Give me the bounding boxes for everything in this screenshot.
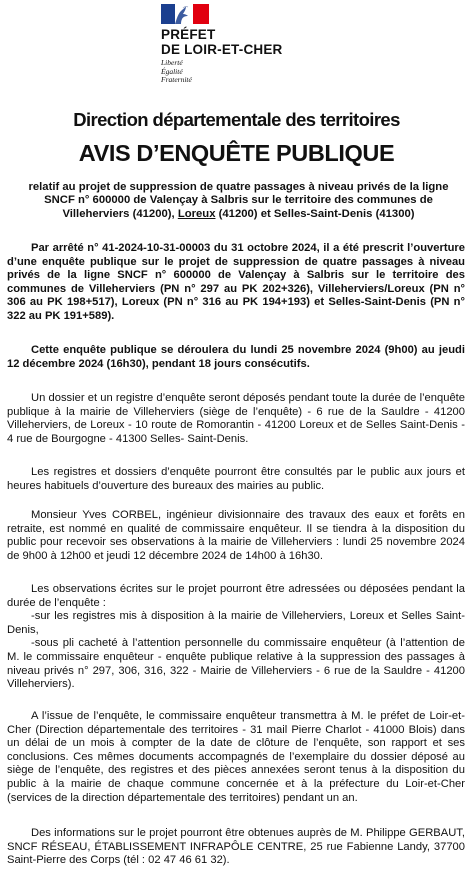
paragraph-dossier: Un dossier et un registre d’enquête seront déposés pendant toute la durée de l’enquête publique à la mairie de Villeherviers (siège de l’enquête) - 6 rue de la Sauldre - 41200 Villeherviers, de Loreux - 10 route de Romorantin - 41200 Loreux et de Selles Saint-Denis - 4 rue de Bourgogne - 41300 Selles- Saint-Denis. [7, 392, 465, 445]
paragraph-report: A l’issue de l’enquête, le commissaire enquêteur transmettra à M. le préfet de Loir-et-Cher (Direction départementale des territoires - 31 mail Pierre Charlot - 41000 Blois) dans un délai de un mois à compter de la date de clôture de l’enquête, son rapport et ses conclusions. Ces mêmes documents accompagnés de l’exemplaire du dossier déposé au siège de l’enquête, des registres et des pièces annexées seront tenus à la disposition du public à la mairie de chaque commune concernée et à la préfecture du Loir-et-Cher (services de la direction départementale des territoires) pendant un an. [7, 710, 465, 804]
direction-heading: Direction départementale des territoires [73, 109, 400, 130]
marianne-flag-icon [161, 4, 209, 24]
notice-subject [16, 181, 461, 221]
republic-motto [161, 59, 321, 85]
paragraph-observations: Les observations écrites sur le projet pourront être adressées ou déposées pendant la durée de l’enquête : -sur les registres mis à disposition à la mairie de Villeherviers, Loreux et Selles Saint-Denis, -sous pli cacheté à l’attention personnelle du commissaire enquêteur (à l’attention de M. le commissaire enquêteur - enquête publique relative à la suppression des passages à niveau privés n° 297, 306, 316, 322 - Mairie de Villeherviers - 6 rue de la Sauldre - 41200 Villeherviers). [7, 583, 465, 691]
paragraph-decree: Par arrêté n° 41-2024-10-31-00003 du 31 octobre 2024, il a été prescrit l’ouverture d’une enquête publique sur le projet de suppression de quatre passages à niveau privés de la ligne SNCF n° 600000 de Valençay à Salbris sur le territoire des communes de Villeherviers (PN n° 297 au PK 202+326), Villeherviers/Loreux (PN n° 306 au PK 198+517), Loreux (PN n° 316 au PK 194+193) et Selles-Saint-Denis (PN n° 322 au PK 191+589). [7, 242, 465, 322]
subject-loreux: Loreux [177, 207, 216, 220]
prefecture-logo [161, 4, 321, 85]
motto-fraternite: Fraternité [161, 75, 192, 84]
subject-part-2: (41200) et Selles-Saint-Denis (41300) [215, 207, 415, 220]
observations-registers: -sur les registres mis à disposition à la mairie de Villeherviers, Loreux et Selles Saint-Denis, [7, 610, 465, 636]
subject-part-1: relatif au projet de suppression de quatre passages à niveau privés de la ligne SNCF n° 600000 de Valençay à Salbris sur le territoire des communes de Villeherviers (41200), [28, 181, 449, 220]
logo-department-text: DE LOIR-ET-CHER [161, 42, 283, 57]
logo-prefet-text: PRÉFET [161, 27, 216, 42]
paragraph-dates: Cette enquête publique se déroulera du lundi 25 novembre 2024 (9h00) au jeudi 12 décembre 2024 (16h30), pendant 18 jours consécutifs. [7, 344, 465, 370]
paragraph-consultation: Les registres et dossiers d’enquête pourront être consultés par le public aux jours et heures habituels d’ouverture des bureaux des mairies au public. [7, 466, 465, 492]
notice-title: AVIS D’ENQUÊTE PUBLIQUE [78, 140, 395, 166]
paragraph-contact: Des informations sur le projet pourront être obtenues auprès de M. Philippe GERBAUT, SNCF RÉSEAU, ÉTABLISSEMENT INFRAPÔLE CENTRE, 25 rue Fabienne Landy, 37700 Saint-Pierre des Corps (tél : 02 47 46 61 32). [7, 827, 465, 867]
paragraph-commissioner: Monsieur Yves CORBEL, ingénieur divisionnaire des travaux des eaux et forêts en retraite, est nommé en qualité de commissaire enquêteur. Il se tiendra à la disposition du public pour recevoir ses observations à la mairie de Villeherviers : lundi 25 novembre 2024 de 9h00 à 12h00 et jeudi 12 décembre 2024 de 14h00 à 16h30. [7, 509, 465, 562]
motto-liberte: Liberté [161, 58, 183, 67]
motto-egalite: Égalité [161, 66, 183, 76]
observations-mail: -sous pli cacheté à l’attention personnelle du commissaire enquêteur (à l’attention de M. le commissaire enquêteur - enquête publique relative à la suppression des passages à niveau privés n° 297, 306, 316, 322 - Mairie de Villeherviers - 6 rue de la Sauldre - 41200 Villeherviers). [7, 637, 465, 691]
